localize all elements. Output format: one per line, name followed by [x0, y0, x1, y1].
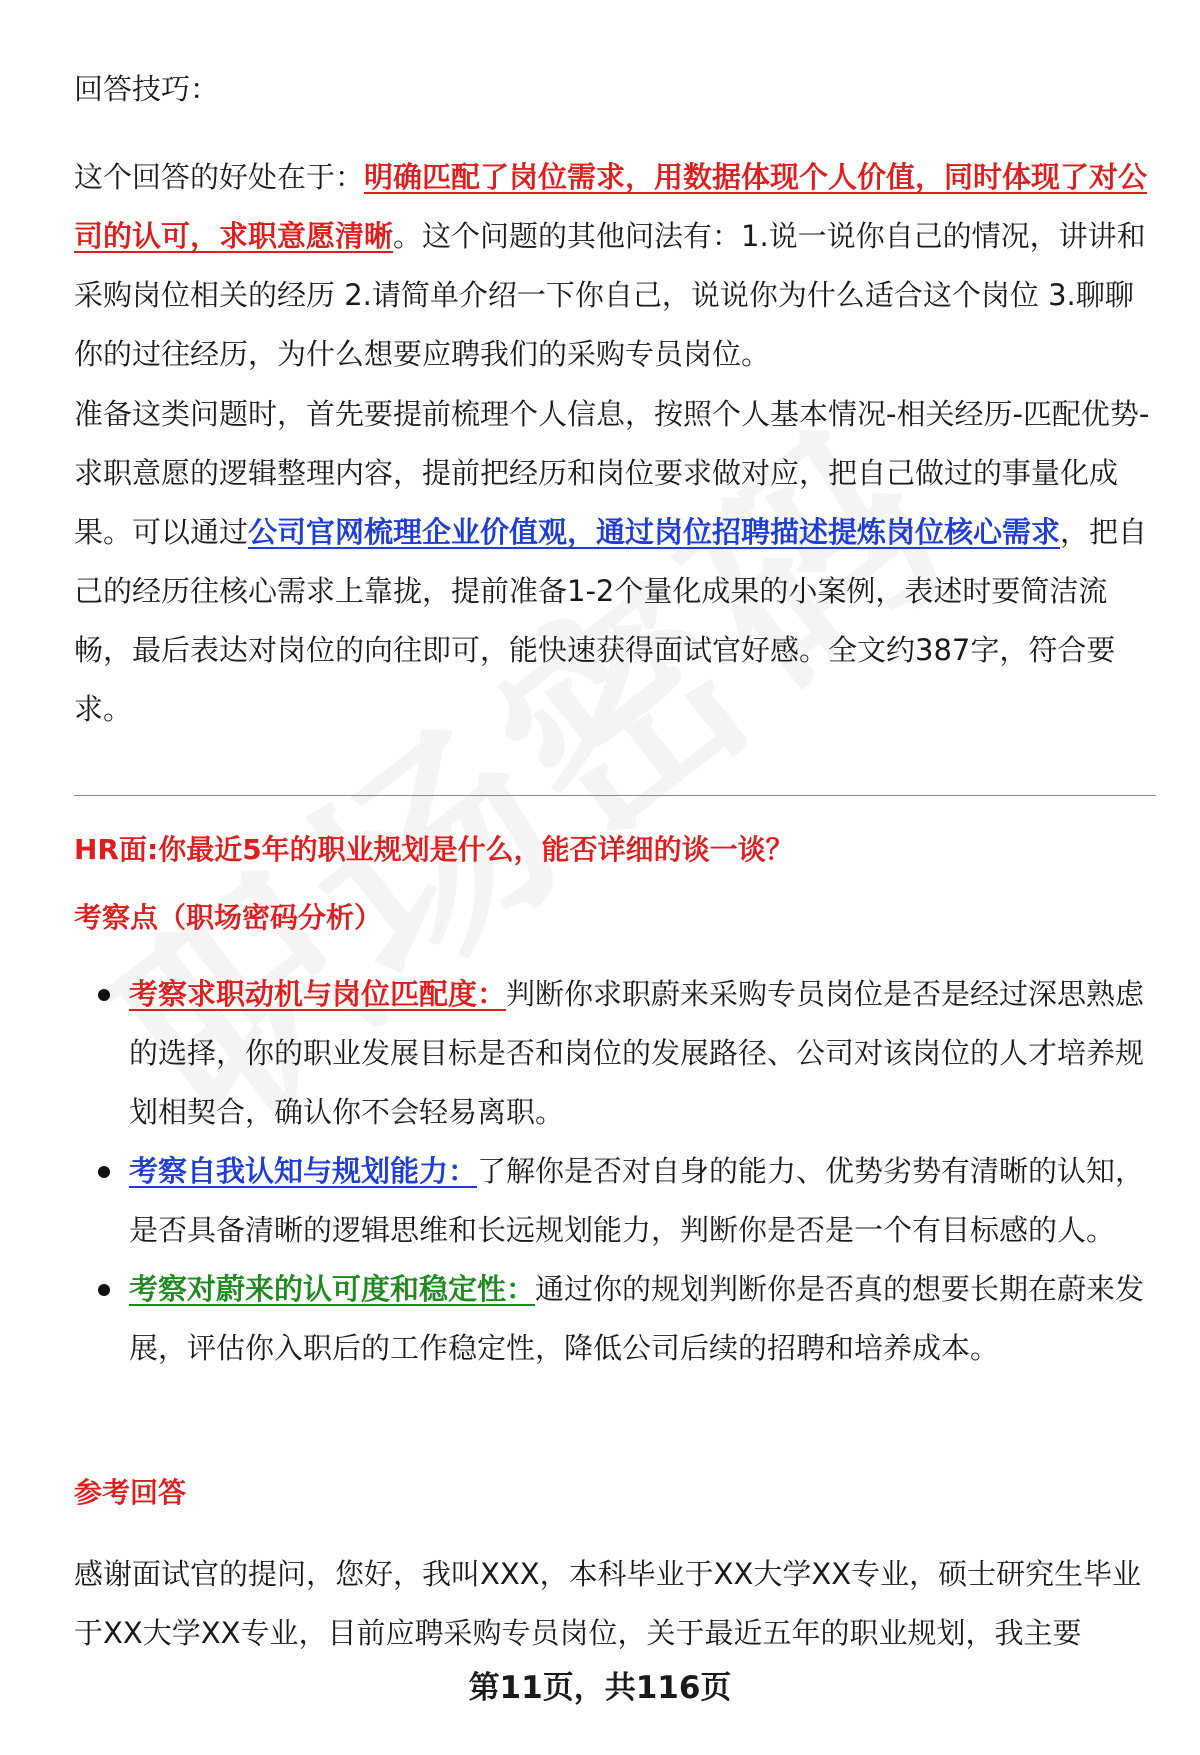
- paragraph-benefits: [74, 148, 1154, 384]
- list-item: [74, 1142, 1156, 1260]
- point-title: 考察对蔚来的认可度和稳定性：: [129, 1272, 536, 1306]
- paragraph-benefits-lead: 这个回答的好处在于：: [74, 160, 365, 194]
- section-label: 回答技巧：: [74, 72, 220, 106]
- point-title: 考察自我认知与规划能力：: [129, 1154, 478, 1188]
- bullet-icon: [98, 1284, 110, 1296]
- point-text: 判断你求职蔚来采购专员岗位是否是经过深思熟虑的选择，你的职业发展目标是否和岗位的发展路径、公司对该岗位的人才培养规划相契合，确认你不会轻易离职。: [129, 977, 1145, 1129]
- question-heading: HR面:你最近5年的职业规划是什么，能否详细的谈一谈？: [74, 833, 794, 866]
- paragraph-preparation-lead: 准备这类问题时，首先要提前梳理个人信息，按照个人基本情况-相关经历-匹配优势-求职意愿的逻辑整理内容，提前把经历和岗位要求做对应，把自己做过的事量化成果。可以通过: [74, 397, 1150, 549]
- page-footer: 第11页，共116页: [468, 1670, 732, 1706]
- paragraph-preparation: [74, 385, 1154, 739]
- points-heading: 考察点（职场密码分析）: [74, 901, 383, 934]
- section-divider: [74, 795, 1156, 796]
- paragraph-benefits-tail: 。这个问题的其他问法有：1.说一说你自己的情况，讲讲和采购岗位相关的经历 2.请简单介绍一下你自己，说说你为什么适合这个岗位 3.聊聊你的过往经历，为什么想要应聘我们的采购专员岗位。: [74, 219, 1146, 371]
- answer-text: 感谢面试官的提问，您好，我叫XXX，本科毕业于XX大学XX专业，硕士研究生毕业于XX大学XX专业，目前应聘采购专员岗位，关于最近五年的职业规划，我主要: [74, 1557, 1142, 1650]
- point-text: 了解你是否对自身的能力、优势劣势有清晰的认知，是否具备清晰的逻辑思维和长远规划能力，判断你是否是一个有目标感的人。: [129, 1154, 1145, 1247]
- list-item: [74, 1260, 1156, 1378]
- points-list: [74, 965, 1156, 1378]
- list-item: [74, 965, 1156, 1142]
- bullet-icon: [98, 1166, 110, 1178]
- paragraph-preparation-tail: ，把自己的经历往核心需求上靠拢，提前准备1-2个量化成果的小案例，表述时要简洁流畅，最后表达对岗位的向往即可，能快速获得面试官好感。全文约387字，符合要求。: [74, 515, 1148, 726]
- bullet-icon: [98, 989, 110, 1001]
- answer-heading: 参考回答: [74, 1476, 187, 1509]
- highlight-preparation: 公司官网梳理企业价值观，通过岗位招聘描述提炼岗位核心需求: [248, 515, 1061, 549]
- point-title: 考察求职动机与岗位匹配度：: [129, 977, 507, 1011]
- point-text: 通过你的规划判断你是否真的想要长期在蔚来发展，评估你入职后的工作稳定性，降低公司后续的招聘和培养成本。: [129, 1272, 1145, 1365]
- highlight-benefits: 明确匹配了岗位需求，用数据体现个人价值，同时体现了对公司的认可，求职意愿清晰: [74, 160, 1148, 253]
